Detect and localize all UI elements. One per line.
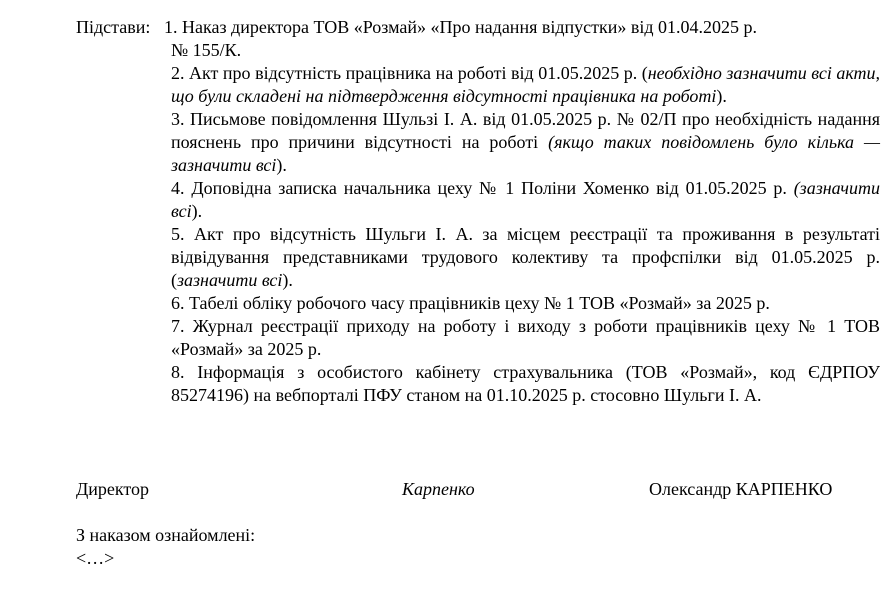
basis-item-2-text: Акт про відсутність працівника на роботі від 01.05.2025 р. (	[189, 63, 648, 83]
acknowledgement-label: З наказом ознайомлені:	[76, 525, 256, 545]
signature-name: Олександр КАРПЕНКО	[649, 479, 833, 499]
basis-item-4	[171, 177, 880, 223]
basis-item-3-note: (якщо таких повідомлень було кілька — зазначити всі	[171, 132, 880, 175]
basis-item-3-tail: ).	[276, 155, 287, 175]
basis-item-1-text: Наказ директора ТОВ «Розмай» «Про надання відпустки» від 01.04.2025 р.	[182, 17, 758, 37]
basis-item-4-tail: ).	[191, 201, 203, 221]
basis-item-8	[171, 361, 880, 407]
basis-item-6-text: Табелі обліку робочого часу працівників цеху № 1 ТОВ «Розмай» за 2025 р.	[189, 293, 770, 313]
basis-item-8-number: 8.	[171, 362, 185, 382]
signature-row	[76, 478, 866, 502]
basis-item-6	[171, 292, 880, 315]
basis-item-2-tail: ).	[716, 86, 727, 106]
basis-item-5-tail: ).	[282, 270, 293, 290]
basis-item-2-number: 2.	[171, 63, 185, 83]
basis-item-5-number: 5.	[171, 224, 185, 244]
basis-item-5-note: зазначити всі	[177, 270, 283, 290]
basis-item-2-note: необхідно зазначити всі акти, що були складені на підтвердження відсутності працівника на роботі	[171, 63, 881, 106]
basis-item-8-text: Інформація з особистого кабінету страхувальника (ТОВ «Розмай», код ЄДРПОУ 85274196) на вебпорталі ПФУ станом на 01.10.2025 р. стосовно Шульги І. А.	[171, 362, 880, 405]
basis-item-7-number: 7.	[171, 316, 185, 336]
basis-item-7	[171, 315, 880, 361]
basis-item-4-text: Доповідна записка начальника цеху № 1 Поліни Хоменко від 01.05.2025 р.	[191, 178, 794, 198]
basis-item-3-text: Письмове повідомлення Шульзі І. А. від 01.05.2025 р. № 02/П про необхідність надання пояснень про причини відсутності на роботі	[171, 109, 880, 152]
basis-item-5	[171, 223, 880, 292]
signature-title: Директор	[76, 479, 150, 499]
basis-label: Підстави:	[76, 17, 151, 37]
basis-item-3	[171, 108, 880, 177]
signature-mark: Карпенко	[402, 479, 475, 499]
basis-item-1	[164, 16, 880, 62]
basis-list	[164, 16, 881, 407]
basis-item-4-number: 4.	[171, 178, 185, 198]
basis-item-6-number: 6.	[171, 293, 185, 313]
basis-item-7-text: Журнал реєстрації приходу на роботу і виходу з роботи працівників цеху № 1 ТОВ «Розмай» за 2025 р.	[171, 316, 881, 359]
basis-item-1-continuation: № 155/К.	[171, 40, 242, 60]
basis-item-5-text: Акт про відсутність Шульги І. А. за місцем реєстрації та проживання в результаті відвідування представниками трудового колективу та профспілки від 01.05.2025 р. (	[171, 224, 880, 290]
basis-item-1-number: 1.	[164, 17, 178, 37]
basis-item-3-number: 3.	[171, 109, 185, 129]
basis-item-4-note: (зазначити всі	[171, 178, 881, 221]
basis-item-2	[171, 62, 880, 108]
acknowledgement-placeholder: <…>	[76, 548, 115, 568]
